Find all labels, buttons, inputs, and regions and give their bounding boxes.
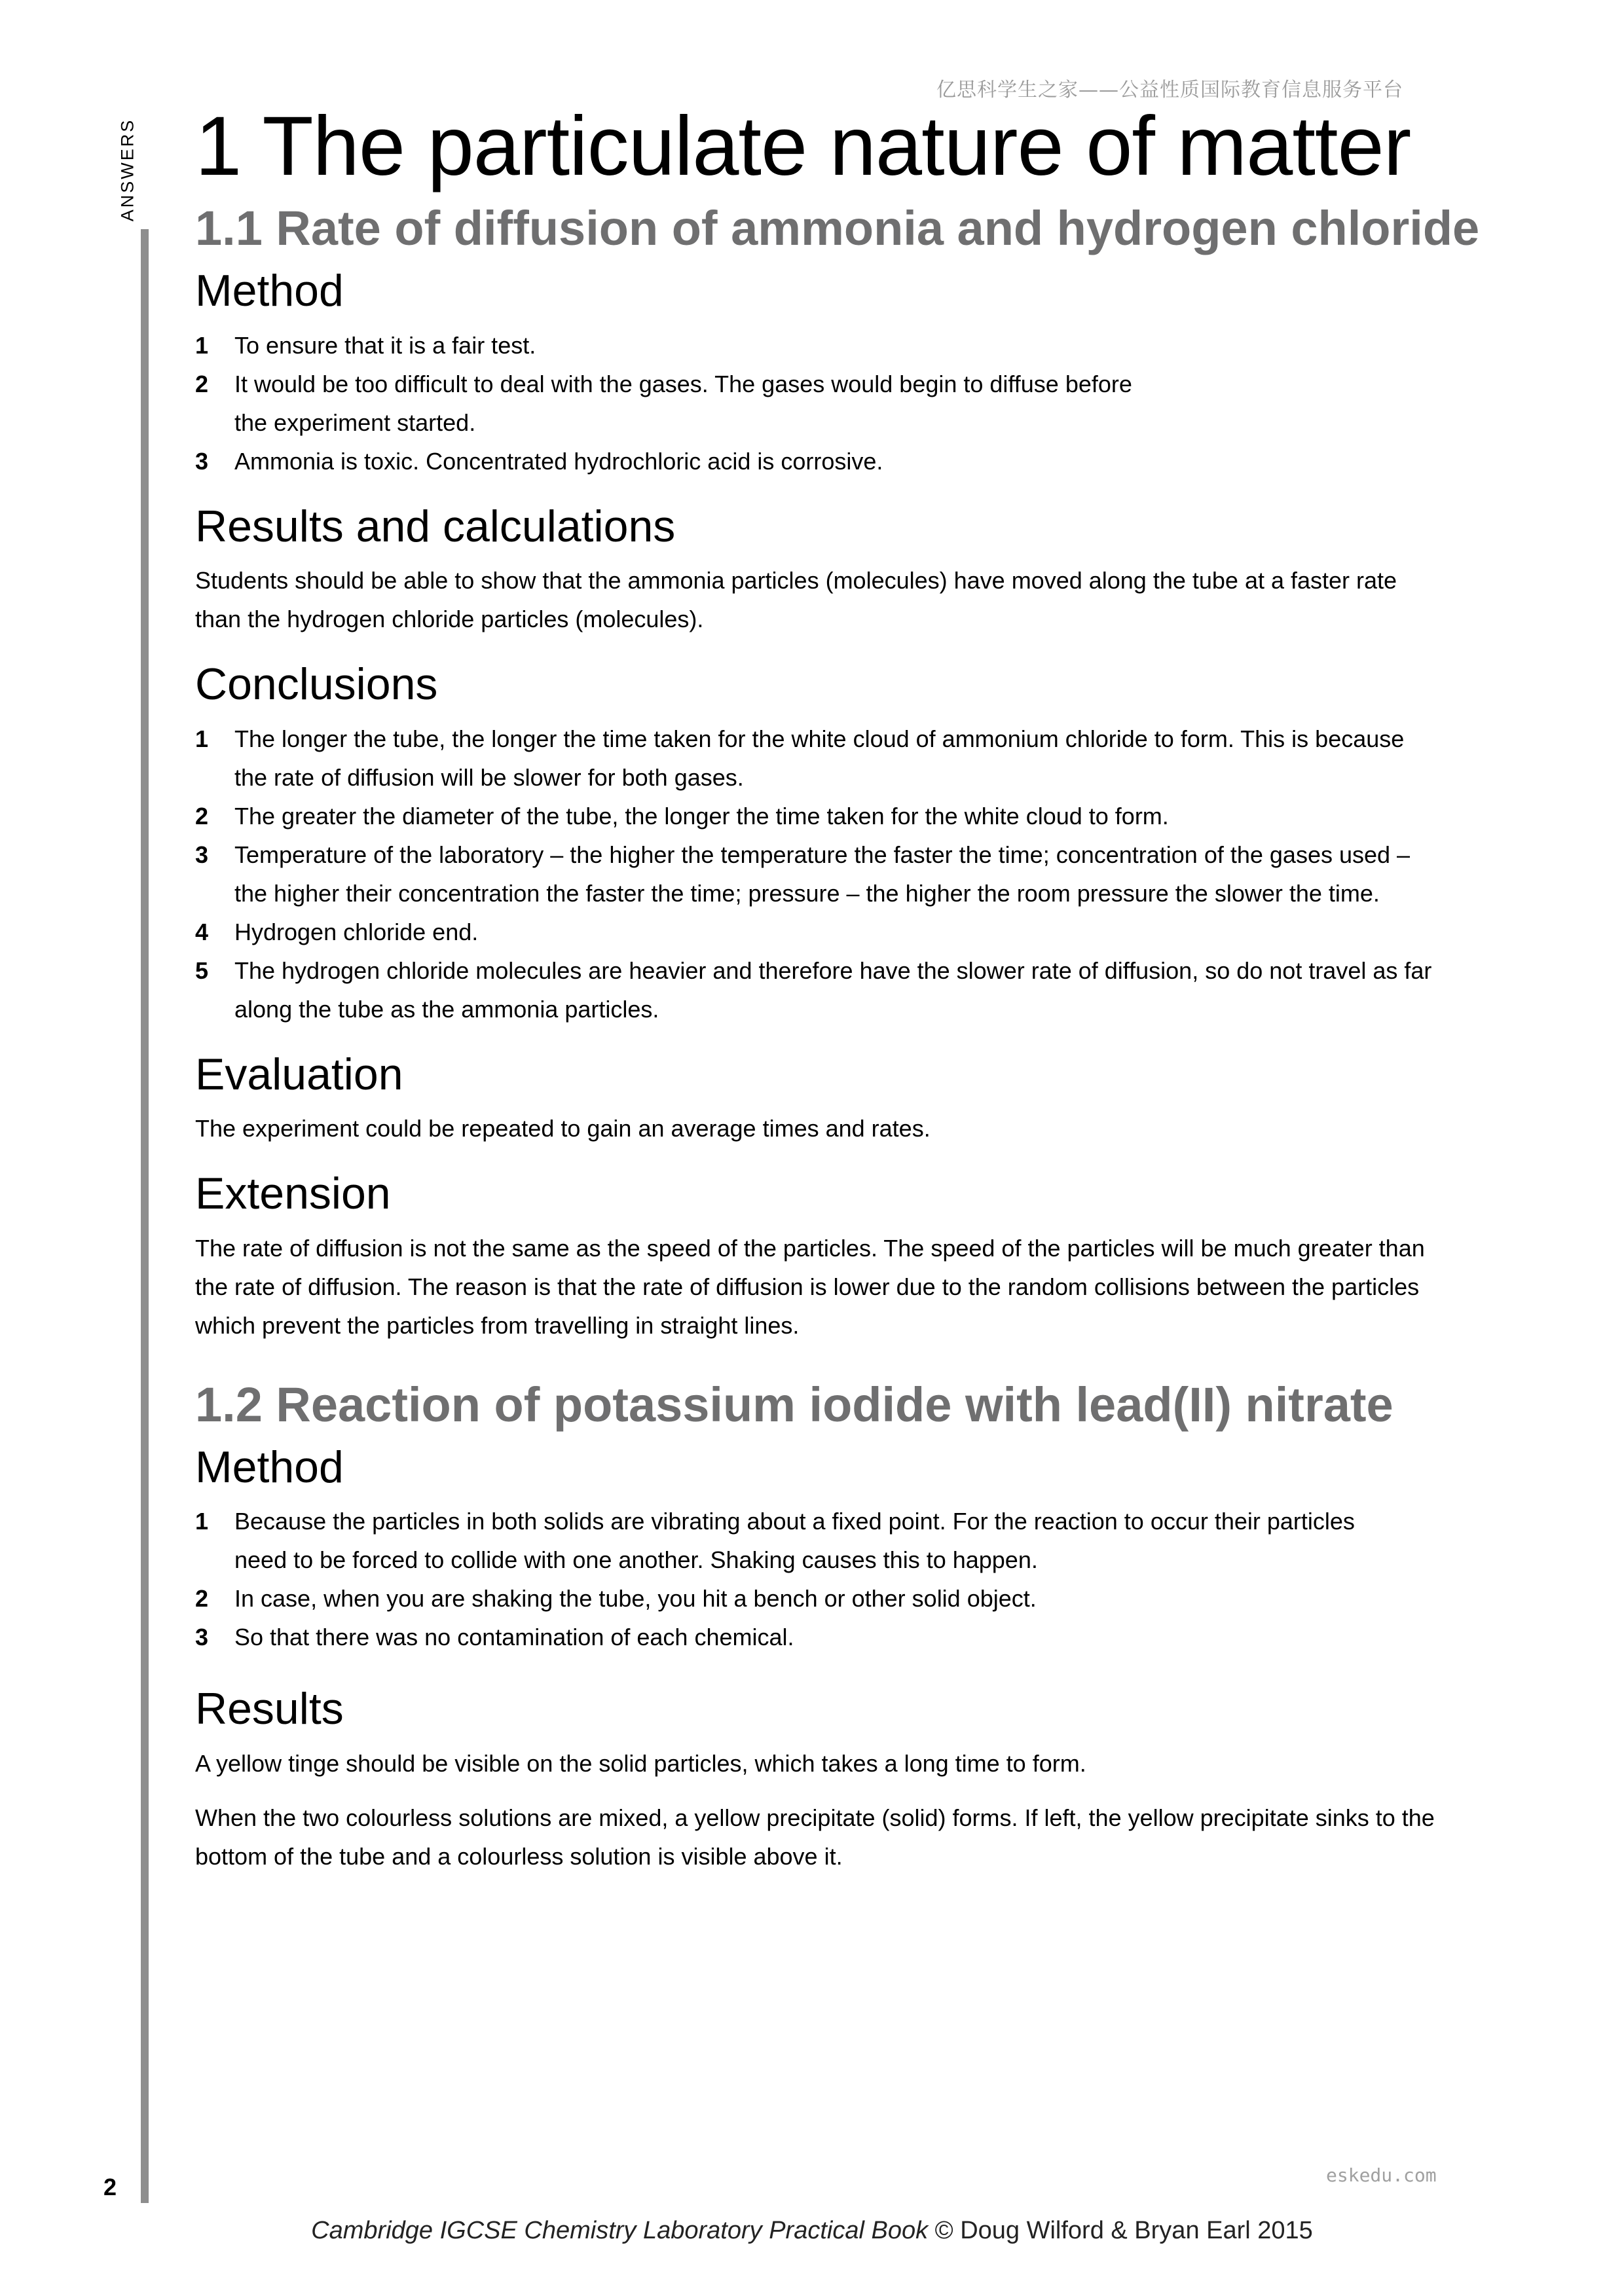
item-text: It would be too difficult to deal with the gases. The gases would begin to diffuse before (234, 370, 1132, 397)
footer (0, 2217, 1624, 2245)
item-text: Because the particles in both solids are vibrating about a fixed point. For the reaction to occur their particles (234, 1508, 1355, 1535)
extension-line: The rate of diffusion is not the same as the speed of the particles. The speed of the particles will be much greater than (195, 1234, 1425, 1262)
conclusions-list (195, 720, 1518, 1029)
results-line: than the hydrogen chloride particles (molecules). (195, 606, 704, 633)
extension-heading: Extension (195, 1169, 391, 1219)
item-number: 3 (195, 447, 209, 475)
item-number: 1 (195, 331, 209, 359)
method-list (195, 326, 1518, 481)
page-content (195, 98, 1518, 1876)
list-item (195, 1579, 1518, 1618)
results-line: Students should be able to show that the ammonia particles (molecules) have moved along the tube at a faster rate (195, 567, 1397, 594)
results-heading: Results (195, 1684, 344, 1734)
item-number: 3 (195, 1624, 209, 1651)
item-number: 2 (195, 370, 209, 397)
results-paragraph: A yellow tinge should be visible on the solid particles, which takes a long time to form. (195, 1749, 1086, 1777)
extension-line: which prevent the particles from travelling in straight lines. (195, 1311, 800, 1339)
item-number: 1 (195, 725, 209, 752)
item-text: The longer the tube, the longer the time taken for the white cloud of ammonium chloride to form. This is because (234, 725, 1405, 752)
item-text-continued: the experiment started. (234, 409, 476, 436)
list-item (195, 442, 1518, 481)
conclusions-heading: Conclusions (195, 659, 438, 710)
side-label: ANSWERS (117, 118, 138, 222)
list-item (195, 720, 1518, 797)
results-line: bottom of the tube and a colourless solution is visible above it. (195, 1842, 843, 1870)
side-label-container (108, 118, 138, 225)
item-text: Ammonia is toxic. Concentrated hydrochloric acid is corrosive. (234, 447, 883, 475)
list-item (195, 326, 1518, 365)
list-item (195, 1502, 1518, 1579)
item-text: The hydrogen chloride molecules are heavier and therefore have the slower rate of diffusion, so do not travel as far (234, 957, 1432, 984)
watermark-bottom: eskedu.com (1326, 2164, 1437, 2186)
results-line: When the two colourless solutions are mixed, a yellow precipitate (solid) forms. If left, the yellow precipitate sinks to the (195, 1804, 1435, 1831)
method-heading: Method (195, 1442, 344, 1492)
results-heading: Results and calculations (195, 501, 676, 551)
page-number: 2 (103, 2174, 117, 2200)
evaluation-paragraph: The experiment could be repeated to gain an average times and rates. (195, 1115, 931, 1142)
item-text: Hydrogen chloride end. (234, 918, 479, 945)
watermark-top: 亿思科学生之家——公益性质国际教育信息服务平台 (936, 79, 1403, 101)
list-item (195, 835, 1518, 913)
item-text: The greater the diameter of the tube, the longer the time taken for the white cloud to form. (234, 802, 1169, 829)
list-item (195, 797, 1518, 835)
item-text: So that there was no contamination of each chemical. (234, 1624, 794, 1651)
footer-book-title: Cambridge IGCSE Chemistry Laboratory Practical Book (311, 2217, 929, 2244)
chapter-title: 1 The particulate nature of matter (195, 100, 1411, 193)
section-title: 1.1 Rate of diffusion of ammonia and hydrogen chloride (195, 201, 1480, 256)
item-number: 5 (195, 957, 209, 984)
extension-line: the rate of diffusion. The reason is that the rate of diffusion is lower due to the random collisions between the particles (195, 1273, 1420, 1300)
section-title: 1.2 Reaction of potassium iodide with lead(II) nitrate (195, 1377, 1393, 1432)
method-list (195, 1502, 1518, 1656)
results-paragraph (195, 1798, 1518, 1876)
item-text-continued: the higher their concentration the faster the time; pressure – the higher the room pressure the slower the time. (234, 879, 1380, 907)
list-item (195, 365, 1518, 442)
side-bar (141, 229, 149, 2203)
item-number: 1 (195, 1508, 209, 1535)
extension-paragraph (195, 1229, 1518, 1345)
results-paragraph (195, 561, 1518, 638)
item-text: Temperature of the laboratory – the higher the temperature the faster the time; concentration of the gases used – (234, 841, 1411, 868)
item-text-continued: along the tube as the ammonia particles. (234, 995, 659, 1023)
list-item (195, 913, 1518, 951)
item-text-continued: the rate of diffusion will be slower for both gases. (234, 763, 744, 791)
item-number: 4 (195, 918, 209, 945)
item-text-continued: need to be forced to collide with one another. Shaking causes this to happen. (234, 1546, 1038, 1574)
list-item (195, 1618, 1518, 1656)
method-heading: Method (195, 265, 344, 316)
item-text: To ensure that it is a fair test. (234, 331, 536, 359)
evaluation-heading: Evaluation (195, 1049, 403, 1099)
footer-copyright: © Doug Wilford & Bryan Earl 2015 (934, 2217, 1313, 2244)
list-item (195, 951, 1518, 1029)
item-number: 3 (195, 841, 209, 868)
item-number: 2 (195, 1585, 209, 1613)
item-number: 2 (195, 802, 209, 829)
item-text: In case, when you are shaking the tube, you hit a bench or other solid object. (234, 1585, 1037, 1613)
